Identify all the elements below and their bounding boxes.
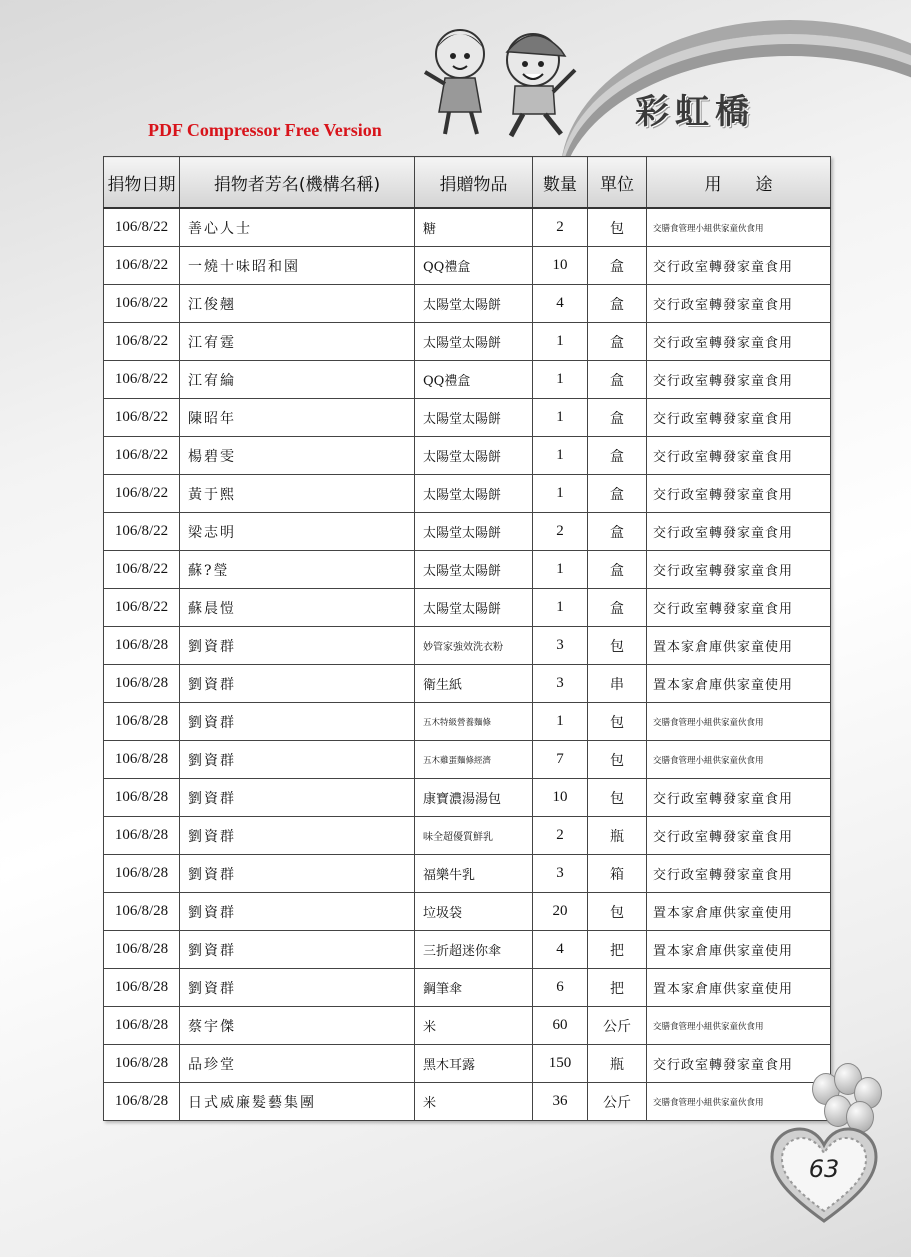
cell-item: 衛生紙 xyxy=(415,665,533,703)
cell-donor: 蘇?瑩 xyxy=(180,551,415,589)
cell-unit: 盒 xyxy=(588,285,647,323)
cell-donor: 蘇晨愷 xyxy=(180,589,415,627)
cell-unit: 盒 xyxy=(588,513,647,551)
cell-use: 交膳食管理小組供家童伙食用 xyxy=(647,703,831,741)
cell-unit: 瓶 xyxy=(588,1045,647,1083)
cell-use: 交行政室轉發家童食用 xyxy=(647,855,831,893)
cell-qty: 7 xyxy=(533,741,588,779)
cell-item: 康寶濃湯湯包 xyxy=(415,779,533,817)
cell-item: 太陽堂太陽餅 xyxy=(415,323,533,361)
cell-item: 米 xyxy=(415,1007,533,1045)
table-row xyxy=(104,1007,831,1045)
table-row xyxy=(104,399,831,437)
table-row xyxy=(104,931,831,969)
cell-qty: 36 xyxy=(533,1083,588,1121)
cell-date: 106/8/28 xyxy=(104,1007,180,1045)
cell-date: 106/8/22 xyxy=(104,551,180,589)
table-row xyxy=(104,855,831,893)
cell-date: 106/8/22 xyxy=(104,323,180,361)
cell-unit: 包 xyxy=(588,741,647,779)
cell-qty: 1 xyxy=(533,551,588,589)
cell-use: 置本家倉庫供家童使用 xyxy=(647,969,831,1007)
cell-date: 106/8/28 xyxy=(104,741,180,779)
cell-use: 交行政室轉發家童食用 xyxy=(647,1045,831,1083)
table-row xyxy=(104,893,831,931)
cell-use: 置本家倉庫供家童使用 xyxy=(647,893,831,931)
cell-qty: 1 xyxy=(533,703,588,741)
header-date: 捐物日期 xyxy=(104,157,180,209)
cell-donor: 劉資群 xyxy=(180,817,415,855)
table-row xyxy=(104,817,831,855)
table-row xyxy=(104,513,831,551)
table-row xyxy=(104,969,831,1007)
cell-item: 三折超迷你傘 xyxy=(415,931,533,969)
cell-donor: 江宥霆 xyxy=(180,323,415,361)
cell-unit: 盒 xyxy=(588,399,647,437)
cell-donor: 日式威廉髮藝集團 xyxy=(180,1083,415,1121)
cell-date: 106/8/22 xyxy=(104,247,180,285)
cell-qty: 2 xyxy=(533,817,588,855)
header-unit: 單位 xyxy=(588,157,647,209)
cell-unit: 串 xyxy=(588,665,647,703)
cell-unit: 包 xyxy=(588,779,647,817)
cell-donor: 劉資群 xyxy=(180,969,415,1007)
cell-donor: 蔡宇傑 xyxy=(180,1007,415,1045)
cell-unit: 瓶 xyxy=(588,817,647,855)
cell-donor: 梁志明 xyxy=(180,513,415,551)
cell-item: 太陽堂太陽餅 xyxy=(415,437,533,475)
cell-use: 交行政室轉發家童食用 xyxy=(647,513,831,551)
cell-item: 黑木耳露 xyxy=(415,1045,533,1083)
table-row xyxy=(104,285,831,323)
cell-date: 106/8/22 xyxy=(104,437,180,475)
cell-unit: 箱 xyxy=(588,855,647,893)
cell-donor: 劉資群 xyxy=(180,703,415,741)
cell-unit: 盒 xyxy=(588,589,647,627)
cell-date: 106/8/22 xyxy=(104,208,180,247)
header-qty: 數量 xyxy=(533,157,588,209)
cell-item: 五木特級營養麵條 xyxy=(415,703,533,741)
cell-use: 置本家倉庫供家童使用 xyxy=(647,627,831,665)
cell-date: 106/8/28 xyxy=(104,779,180,817)
table-row xyxy=(104,665,831,703)
children-illustration-icon xyxy=(415,12,585,142)
cell-qty: 2 xyxy=(533,208,588,247)
cell-item: 鋼筆傘 xyxy=(415,969,533,1007)
cell-qty: 20 xyxy=(533,893,588,931)
cell-date: 106/8/22 xyxy=(104,399,180,437)
cell-qty: 1 xyxy=(533,437,588,475)
cell-item: 太陽堂太陽餅 xyxy=(415,285,533,323)
cell-qty: 3 xyxy=(533,665,588,703)
cell-item: 味全超優質鮮乳 xyxy=(415,817,533,855)
cell-qty: 150 xyxy=(533,1045,588,1083)
cell-qty: 1 xyxy=(533,399,588,437)
cell-qty: 60 xyxy=(533,1007,588,1045)
cell-donor: 黃于熙 xyxy=(180,475,415,513)
cell-date: 106/8/28 xyxy=(104,627,180,665)
cell-unit: 盒 xyxy=(588,323,647,361)
cell-use: 置本家倉庫供家童使用 xyxy=(647,931,831,969)
cell-item: 糖 xyxy=(415,208,533,247)
watermark-text: PDF Compressor Free Version xyxy=(148,120,382,140)
cell-use: 交行政室轉發家童食用 xyxy=(647,323,831,361)
cell-use: 交行政室轉發家童食用 xyxy=(647,247,831,285)
cell-use: 交膳食管理小組供家童伙食用 xyxy=(647,1083,831,1121)
table-row xyxy=(104,475,831,513)
cell-item: 太陽堂太陽餅 xyxy=(415,475,533,513)
cell-unit: 盒 xyxy=(588,361,647,399)
cell-date: 106/8/28 xyxy=(104,1083,180,1121)
table-row xyxy=(104,627,831,665)
cell-unit: 盒 xyxy=(588,247,647,285)
cell-unit: 盒 xyxy=(588,437,647,475)
cell-unit: 公斤 xyxy=(588,1007,647,1045)
cell-item: 太陽堂太陽餅 xyxy=(415,399,533,437)
cell-use: 交行政室轉發家童食用 xyxy=(647,437,831,475)
cell-unit: 盒 xyxy=(588,551,647,589)
cell-use: 交行政室轉發家童食用 xyxy=(647,361,831,399)
table-row xyxy=(104,1045,831,1083)
cell-item: 太陽堂太陽餅 xyxy=(415,551,533,589)
cell-unit: 包 xyxy=(588,703,647,741)
cell-donor: 劉資群 xyxy=(180,627,415,665)
cell-qty: 2 xyxy=(533,513,588,551)
table-row xyxy=(104,779,831,817)
cell-date: 106/8/28 xyxy=(104,855,180,893)
cell-item: QQ禮盒 xyxy=(415,361,533,399)
cell-use: 交行政室轉發家童食用 xyxy=(647,475,831,513)
cell-qty: 1 xyxy=(533,475,588,513)
cell-use: 交膳食管理小組供家童伙食用 xyxy=(647,741,831,779)
table-row xyxy=(104,551,831,589)
header-donor: 捐物者芳名(機構名稱) xyxy=(180,157,415,209)
cell-donor: 劉資群 xyxy=(180,665,415,703)
cell-date: 106/8/28 xyxy=(104,1045,180,1083)
cell-use: 交行政室轉發家童食用 xyxy=(647,779,831,817)
cell-qty: 6 xyxy=(533,969,588,1007)
cell-donor: 劉資群 xyxy=(180,779,415,817)
cell-date: 106/8/22 xyxy=(104,589,180,627)
logo-title: 彩虹橋 xyxy=(635,92,755,132)
cell-date: 106/8/22 xyxy=(104,475,180,513)
cell-donor: 江宥綸 xyxy=(180,361,415,399)
cell-unit: 包 xyxy=(588,893,647,931)
cell-date: 106/8/22 xyxy=(104,361,180,399)
cell-use: 交行政室轉發家童食用 xyxy=(647,817,831,855)
cell-qty: 1 xyxy=(533,361,588,399)
table-row xyxy=(104,361,831,399)
cell-qty: 10 xyxy=(533,247,588,285)
cell-item: 太陽堂太陽餅 xyxy=(415,589,533,627)
cell-use: 交行政室轉發家童食用 xyxy=(647,589,831,627)
cell-use: 置本家倉庫供家童使用 xyxy=(647,665,831,703)
table-row xyxy=(104,247,831,285)
cell-item: 福樂牛乳 xyxy=(415,855,533,893)
cell-use: 交膳食管理小組供家童伙食用 xyxy=(647,208,831,247)
cell-date: 106/8/28 xyxy=(104,931,180,969)
header-item: 捐贈物品 xyxy=(415,157,533,209)
cell-qty: 1 xyxy=(533,323,588,361)
cell-qty: 3 xyxy=(533,855,588,893)
cell-qty: 1 xyxy=(533,589,588,627)
cell-date: 106/8/28 xyxy=(104,665,180,703)
cell-donor: 劉資群 xyxy=(180,855,415,893)
cell-unit: 盒 xyxy=(588,475,647,513)
header-use: 用 途 xyxy=(647,157,831,209)
cell-qty: 4 xyxy=(533,285,588,323)
table-row xyxy=(104,703,831,741)
cell-qty: 4 xyxy=(533,931,588,969)
cell-date: 106/8/28 xyxy=(104,893,180,931)
cell-date: 106/8/22 xyxy=(104,285,180,323)
cell-item: 妙管家強效洗衣粉 xyxy=(415,627,533,665)
cell-unit: 包 xyxy=(588,208,647,247)
cell-item: 五木雞蛋麵條經濟 xyxy=(415,741,533,779)
cell-use: 交行政室轉發家童食用 xyxy=(647,399,831,437)
cell-donor: 劉資群 xyxy=(180,741,415,779)
cell-item: 太陽堂太陽餅 xyxy=(415,513,533,551)
table-row xyxy=(104,208,831,247)
cell-use: 交行政室轉發家童食用 xyxy=(647,551,831,589)
cell-donor: 楊碧雯 xyxy=(180,437,415,475)
cell-donor: 品珍堂 xyxy=(180,1045,415,1083)
cell-item: 垃圾袋 xyxy=(415,893,533,931)
table-row xyxy=(104,741,831,779)
cell-unit: 包 xyxy=(588,627,647,665)
cell-unit: 把 xyxy=(588,931,647,969)
cell-unit: 公斤 xyxy=(588,1083,647,1121)
donation-table xyxy=(103,156,831,1121)
cell-donor: 江俊翹 xyxy=(180,285,415,323)
table-row xyxy=(104,589,831,627)
cell-qty: 3 xyxy=(533,627,588,665)
cell-date: 106/8/28 xyxy=(104,703,180,741)
table-header-row xyxy=(104,157,831,209)
cell-donor: 劉資群 xyxy=(180,893,415,931)
cell-donor: 一燒十味昭和園 xyxy=(180,247,415,285)
table-row xyxy=(104,323,831,361)
cell-donor: 劉資群 xyxy=(180,931,415,969)
cell-donor: 善心人士 xyxy=(180,208,415,247)
cell-date: 106/8/28 xyxy=(104,817,180,855)
page-number: 63 xyxy=(808,1155,840,1183)
table-row xyxy=(104,1083,831,1121)
cell-date: 106/8/22 xyxy=(104,513,180,551)
page-number-badge xyxy=(768,1125,880,1225)
cell-item: 米 xyxy=(415,1083,533,1121)
table-row xyxy=(104,437,831,475)
cell-donor: 陳昭年 xyxy=(180,399,415,437)
cell-date: 106/8/28 xyxy=(104,969,180,1007)
cell-qty: 10 xyxy=(533,779,588,817)
cell-unit: 把 xyxy=(588,969,647,1007)
cell-item: QQ禮盒 xyxy=(415,247,533,285)
cell-use: 交行政室轉發家童食用 xyxy=(647,285,831,323)
cell-use: 交膳食管理小組供家童伙食用 xyxy=(647,1007,831,1045)
